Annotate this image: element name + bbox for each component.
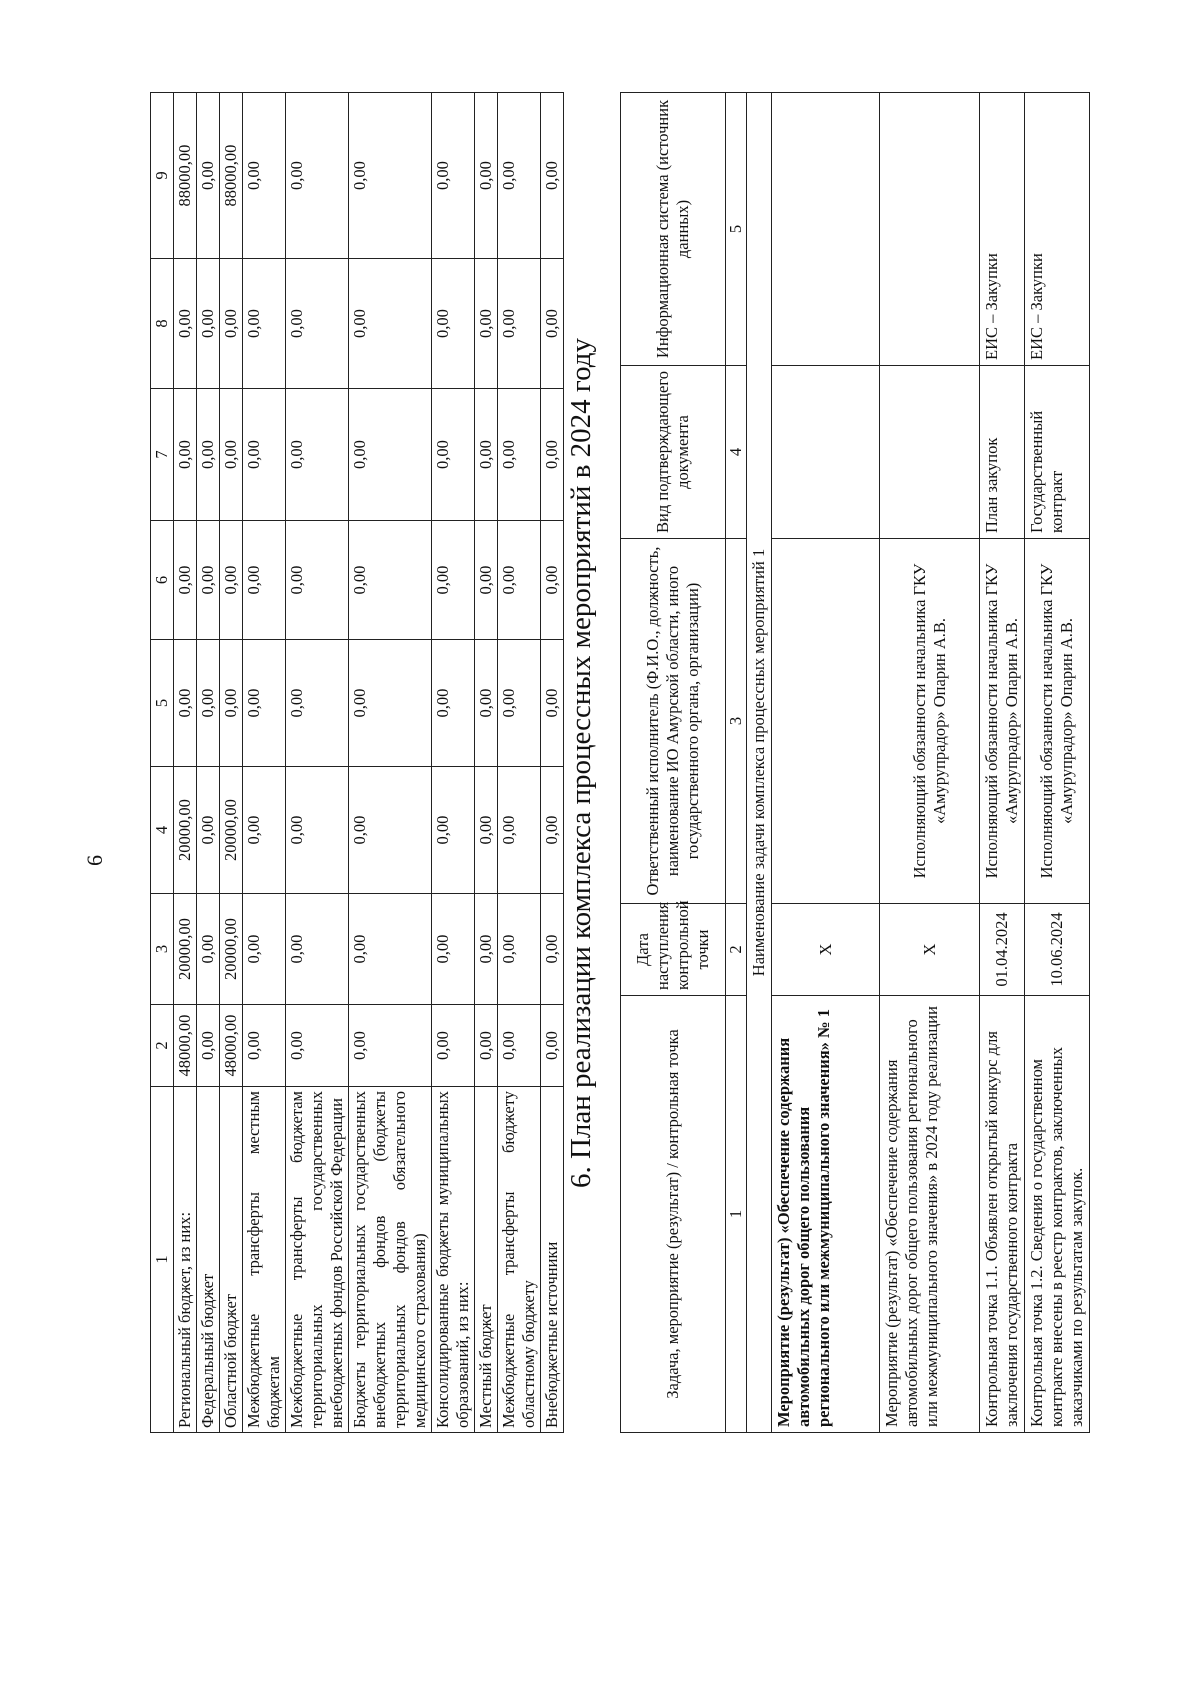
- budget-row-value: 0,00: [197, 1005, 220, 1087]
- budget-row-value: 0,00: [174, 389, 197, 521]
- budget-row-value: 0,00: [349, 767, 432, 894]
- plan-row-date: X: [880, 904, 980, 996]
- plan-row-task: Мероприятие (результат) «Обеспечение содержания автомобильных дорог общего пользования регионального или межмуниципального значения» в 2024 году реализации: [880, 996, 980, 1433]
- budget-row-value: 0,00: [432, 389, 475, 521]
- budget-row-value: 0,00: [349, 259, 432, 389]
- budget-header-row: [151, 93, 174, 1433]
- budget-row-value: 0,00: [197, 259, 220, 389]
- budget-row-value: 0,00: [475, 894, 498, 1005]
- budget-row: [349, 93, 432, 1433]
- budget-row-value: 0,00: [432, 93, 475, 259]
- budget-row-value: 0,00: [432, 894, 475, 1005]
- budget-row-value: 0,00: [541, 521, 564, 640]
- plan-table: [620, 92, 1090, 1433]
- budget-row-value: 0,00: [220, 521, 243, 640]
- plan-row: [980, 93, 1025, 1433]
- budget-row-value: 0,00: [349, 894, 432, 1005]
- budget-row-value: 0,00: [349, 93, 432, 259]
- budget-row-value: 0,00: [243, 767, 286, 894]
- plan-row-task: Мероприятие (результат) «Обеспечение содержания автомобильных дорог общего пользования регионального или межмуниципального значения» № 1: [772, 996, 880, 1433]
- budget-row-name: Межбюджетные трансферты бюджетам территориальных государственных внебюджетных фондов Российской Федерации: [286, 1087, 349, 1433]
- plan-row-date: X: [772, 904, 880, 996]
- plan-row-date: 01.04.2024: [980, 904, 1025, 996]
- budget-row-value: 0,00: [475, 521, 498, 640]
- plan-row-executor: Исполняющий обязанности начальника ГКУ «Амурупрадор» Опарин А.В.: [980, 539, 1025, 904]
- plan-row: [772, 93, 880, 1433]
- budget-row-value: 0,00: [286, 1005, 349, 1087]
- plan-column-number: 3: [726, 539, 747, 904]
- budget-row-value: 0,00: [541, 767, 564, 894]
- budget-row-value: 0,00: [174, 259, 197, 389]
- plan-header-row: [621, 93, 726, 1433]
- budget-row-value: 0,00: [349, 640, 432, 767]
- budget-row-value: 20000,00: [174, 894, 197, 1005]
- budget-col-header: 7: [151, 389, 174, 521]
- budget-row-value: 0,00: [220, 389, 243, 521]
- budget-row-value: 0,00: [498, 640, 541, 767]
- budget-row-value: 0,00: [243, 389, 286, 521]
- budget-row: [432, 93, 475, 1433]
- budget-row-name: Межбюджетные трансферты бюджету областному бюджету: [498, 1087, 541, 1433]
- budget-row-value: 0,00: [432, 1005, 475, 1087]
- budget-row-name: Региональный бюджет, из них:: [174, 1087, 197, 1433]
- budget-col-header: 2: [151, 1005, 174, 1087]
- budget-row-value: 48000,00: [174, 1005, 197, 1087]
- budget-row-value: 0,00: [541, 640, 564, 767]
- budget-row-value: 0,00: [243, 93, 286, 259]
- budget-row-name: Межбюджетные трансферты местным бюджетам: [243, 1087, 286, 1433]
- plan-row-document: План закупок: [980, 366, 1025, 539]
- budget-row: [243, 93, 286, 1433]
- budget-row-name: Областной бюджет: [220, 1087, 243, 1433]
- budget-col-header: 6: [151, 521, 174, 640]
- budget-row-value: 0,00: [286, 894, 349, 1005]
- budget-col-header: 4: [151, 767, 174, 894]
- plan-row-document: [772, 366, 880, 539]
- budget-row-value: 88000,00: [220, 93, 243, 259]
- budget-row-value: 48000,00: [220, 1005, 243, 1087]
- budget-row-value: 0,00: [243, 521, 286, 640]
- budget-row-value: 0,00: [220, 259, 243, 389]
- plan-row-document: [880, 366, 980, 539]
- plan-column-numbers-row: [726, 93, 747, 1433]
- budget-row-value: 0,00: [498, 389, 541, 521]
- budget-row-value: 0,00: [475, 640, 498, 767]
- budget-row: [174, 93, 197, 1433]
- plan-row-date: 10.06.2024: [1025, 904, 1090, 996]
- budget-row-name: Внебюджетные источники: [541, 1087, 564, 1433]
- budget-row-value: 0,00: [349, 389, 432, 521]
- budget-row-value: 0,00: [349, 521, 432, 640]
- plan-row-executor: [772, 539, 880, 904]
- budget-row-value: 0,00: [286, 521, 349, 640]
- budget-row-value: 0,00: [498, 259, 541, 389]
- page-number: 6: [82, 855, 107, 866]
- budget-row-value: 0,00: [174, 640, 197, 767]
- budget-row-value: 20000,00: [220, 767, 243, 894]
- budget-row: [541, 93, 564, 1433]
- budget-row-value: 0,00: [475, 389, 498, 521]
- plan-row-document: Государственный контракт: [1025, 366, 1090, 539]
- plan-row-system: [880, 93, 980, 366]
- plan-header-executor: Ответственный исполнитель (Ф.И.О., должность, наименование ИО Амурской области, иного государственного органа, организации): [621, 539, 726, 904]
- section-title: 6. План реализации комплекса процессных мероприятий в 2024 году: [565, 338, 597, 1189]
- budget-row-value: 0,00: [541, 93, 564, 259]
- plan-row: [880, 93, 980, 1433]
- plan-row-task: Контрольная точка 1.1. Объявлен открытый конкурс для заключения государственного контракта: [980, 996, 1025, 1433]
- budget-row-value: 0,00: [286, 640, 349, 767]
- budget-row: [286, 93, 349, 1433]
- budget-row-value: 0,00: [432, 767, 475, 894]
- budget-row-name: Консолидированные бюджеты муниципальных образований, из них:: [432, 1087, 475, 1433]
- budget-row: [197, 93, 220, 1433]
- budget-row-name: Местный бюджет: [475, 1087, 498, 1433]
- plan-column-number: 1: [726, 996, 747, 1433]
- budget-row-value: 0,00: [432, 521, 475, 640]
- budget-row-value: 0,00: [220, 640, 243, 767]
- budget-col-header: 8: [151, 259, 174, 389]
- budget-col-header: 5: [151, 640, 174, 767]
- budget-row-name: Федеральный бюджет: [197, 1087, 220, 1433]
- budget-row-value: 0,00: [475, 259, 498, 389]
- budget-row-value: 0,00: [432, 640, 475, 767]
- budget-row-value: 0,00: [498, 894, 541, 1005]
- budget-row-value: 0,00: [349, 1005, 432, 1087]
- plan-task-name: Наименование задачи комплекса процессных мероприятий 1: [747, 93, 772, 1433]
- budget-row-value: 0,00: [432, 259, 475, 389]
- budget-row-value: 0,00: [286, 259, 349, 389]
- budget-row-value: 0,00: [197, 93, 220, 259]
- plan-row-system: [772, 93, 880, 366]
- budget-row-value: 0,00: [541, 259, 564, 389]
- budget-table: [150, 92, 564, 1433]
- budget-col-header: 1: [151, 1087, 174, 1433]
- budget-row-value: 0,00: [286, 93, 349, 259]
- plan-header-task: Задача, мероприятие (результат) / контрольная точка: [621, 996, 726, 1433]
- budget-row-value: 0,00: [197, 389, 220, 521]
- plan-column-number: 2: [726, 904, 747, 996]
- budget-row: [220, 93, 243, 1433]
- budget-row-name: Бюджеты территориальных государственных внебюджетных фондов (бюджеты территориальных фондов обязательного медицинского страхования): [349, 1087, 432, 1433]
- budget-row-value: 0,00: [498, 521, 541, 640]
- budget-row-value: 0,00: [541, 1005, 564, 1087]
- budget-row-value: 0,00: [197, 894, 220, 1005]
- budget-row-value: 0,00: [475, 1005, 498, 1087]
- budget-row-value: 0,00: [197, 767, 220, 894]
- budget-row-value: 20000,00: [174, 767, 197, 894]
- plan-row-executor: Исполняющий обязанности начальника ГКУ «Амурупрадор» Опарин А.В.: [880, 539, 980, 904]
- budget-row-value: 0,00: [541, 389, 564, 521]
- plan-row: [1025, 93, 1090, 1433]
- plan-header-document: Вид подтверждающего документа: [621, 366, 726, 539]
- plan-task-row: [747, 93, 772, 1433]
- plan-header-date: Дата наступления контрольной точки: [621, 904, 726, 996]
- budget-row-value: 88000,00: [174, 93, 197, 259]
- budget-row-value: 0,00: [541, 894, 564, 1005]
- plan-column-number: 5: [726, 93, 747, 366]
- budget-row-value: 0,00: [243, 640, 286, 767]
- budget-row-value: 0,00: [286, 389, 349, 521]
- budget-row-value: 0,00: [174, 521, 197, 640]
- budget-row-value: 0,00: [498, 1005, 541, 1087]
- plan-column-number: 4: [726, 366, 747, 539]
- budget-row-value: 0,00: [197, 521, 220, 640]
- budget-row-value: 0,00: [475, 767, 498, 894]
- budget-row-value: 0,00: [243, 894, 286, 1005]
- budget-row-value: 0,00: [286, 767, 349, 894]
- budget-row-value: 0,00: [243, 1005, 286, 1087]
- plan-row-system: ЕИС – Закупки: [980, 93, 1025, 366]
- plan-row-system: ЕИС – Закупки: [1025, 93, 1090, 366]
- budget-row-value: 0,00: [498, 767, 541, 894]
- plan-row-executor: Исполняющий обязанности начальника ГКУ «Амурупрадор» Опарин А.В.: [1025, 539, 1090, 904]
- budget-col-header: 3: [151, 894, 174, 1005]
- plan-header-system: Информационная система (источник данных): [621, 93, 726, 366]
- plan-row-task: Контрольная точка 1.2. Сведения о государственном контракте внесены в реестр контрактов, заключенных заказчиками по результатам закупок.: [1025, 996, 1090, 1433]
- budget-row-value: 20000,00: [220, 894, 243, 1005]
- budget-row-value: 0,00: [475, 93, 498, 259]
- budget-row-value: 0,00: [197, 640, 220, 767]
- budget-row-value: 0,00: [498, 93, 541, 259]
- budget-col-header: 9: [151, 93, 174, 259]
- budget-row: [475, 93, 498, 1433]
- budget-row-value: 0,00: [243, 259, 286, 389]
- budget-row: [498, 93, 541, 1433]
